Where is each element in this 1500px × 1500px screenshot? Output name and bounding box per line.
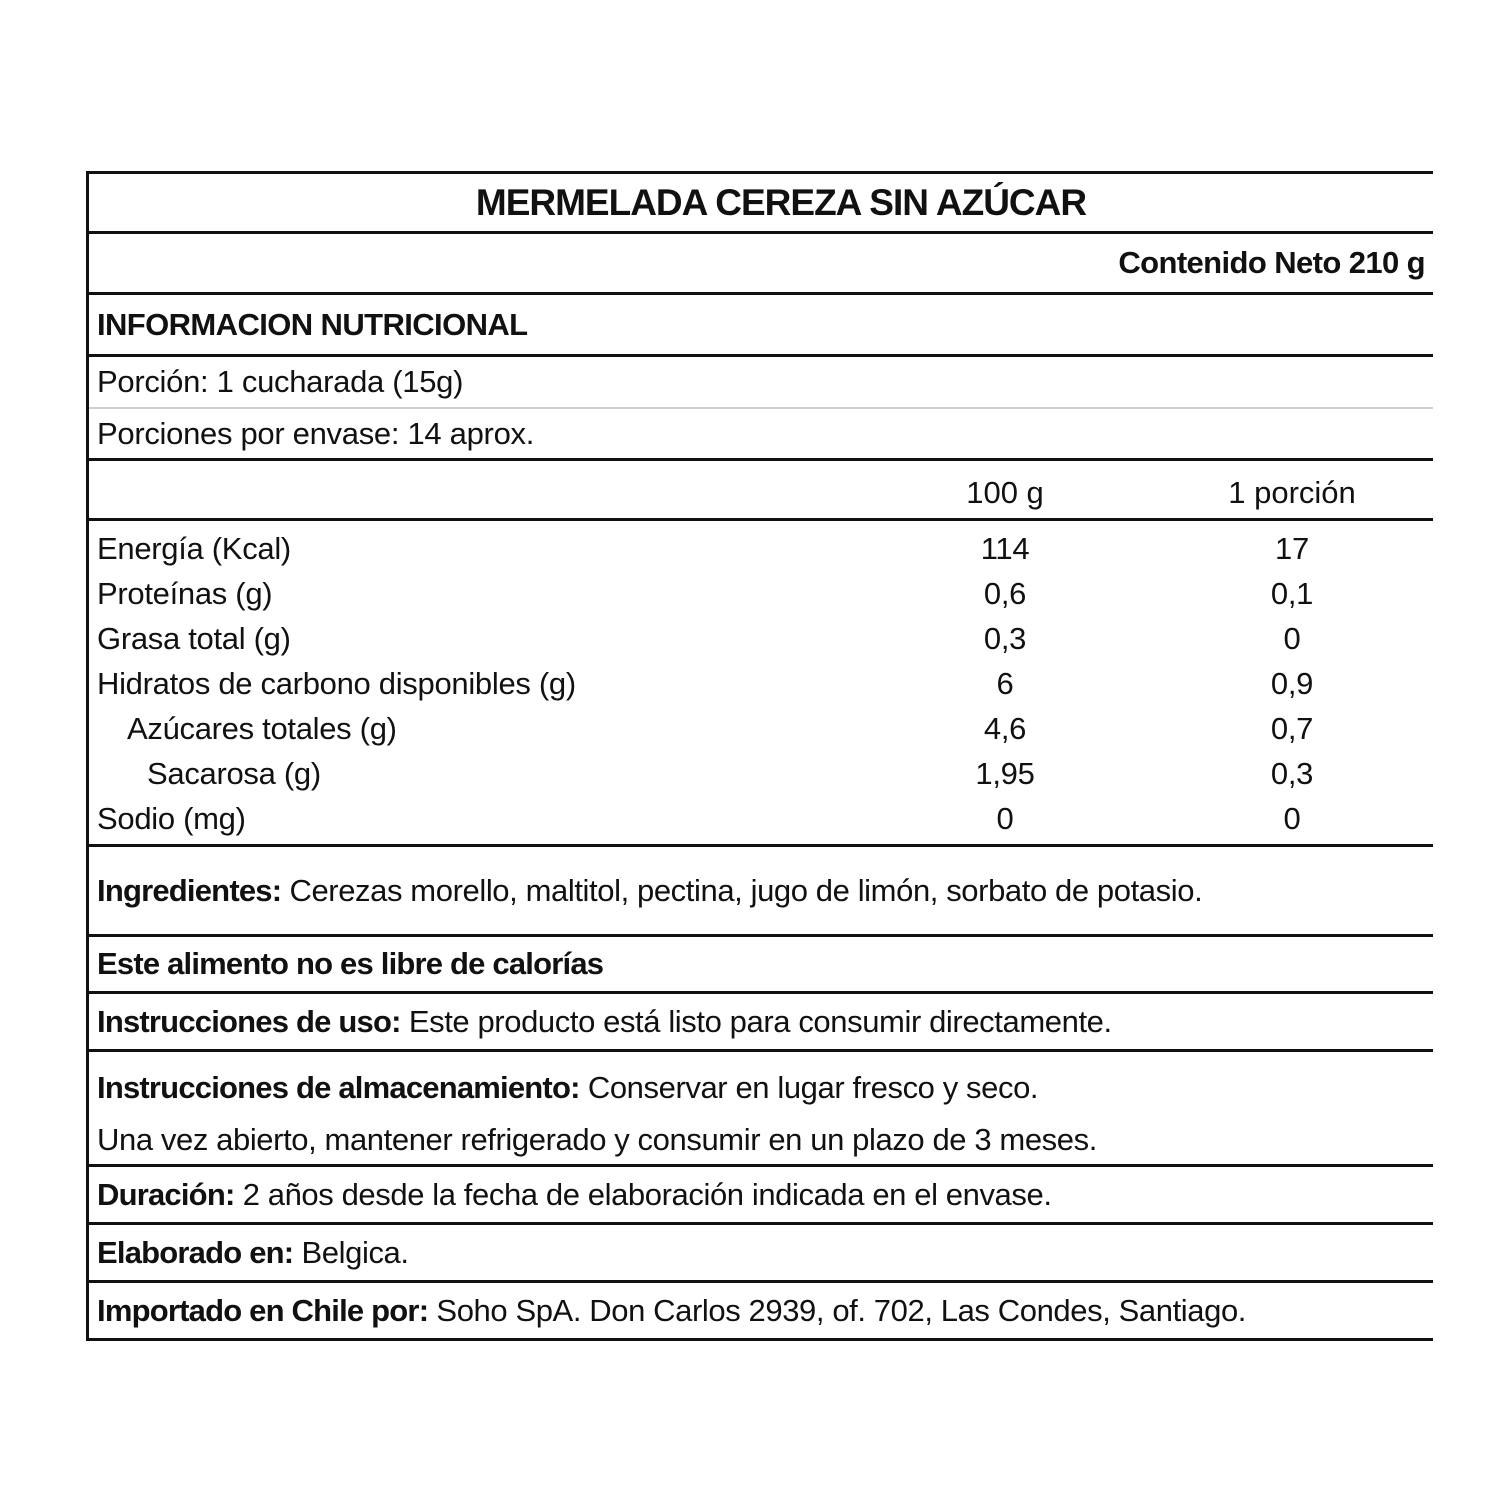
importer (89, 1283, 1433, 1341)
net-content: Contenido Neto 210 g (89, 234, 1433, 295)
nutrition-column-headers (89, 461, 1433, 521)
servings-per-container: Porciones por envase: 14 aprox. (89, 409, 1433, 461)
usage-text: Este producto está listo para consumir directamente. (400, 1003, 1112, 1039)
importer-text: Soho SpA. Don Carlos 2939, of. 702, Las Condes, Santiago. (428, 1292, 1247, 1328)
importer-label: Importado en Chile por: (97, 1292, 429, 1328)
shelf-life-label: Duración: (97, 1176, 235, 1212)
nutrition-section-title: INFORMACION NUTRICIONAL (89, 295, 1433, 357)
nutrient-row-carbs (89, 662, 1433, 707)
nutrient-name: Grasa total (g) (97, 621, 291, 656)
serving-size: Porción: 1 cucharada (15g) (89, 357, 1433, 409)
nutrient-row-sugars (89, 707, 1433, 752)
shelf-life (89, 1167, 1433, 1225)
nutrient-value-serving: 0,1 (1270, 576, 1314, 611)
ingredients-text: Cerezas morello, maltitol, pectina, jugo de limón, sorbato de potasio. (281, 872, 1203, 908)
nutrient-name: Hidratos de carbono disponibles (g) (97, 666, 576, 701)
nutrient-table (89, 521, 1433, 847)
nutrient-value-100g: 114 (980, 531, 1030, 566)
storage-label: Instrucciones de almacenamiento: (97, 1070, 580, 1105)
usage-instructions (89, 994, 1433, 1052)
nutrient-value-serving: 0 (1283, 621, 1301, 656)
shelf-life-text: 2 años desde la fecha de elaboración indicada en el envase. (234, 1176, 1052, 1212)
nutrient-value-serving: 0,7 (1270, 711, 1314, 746)
nutrient-row-energy (89, 527, 1433, 572)
nutrient-value-100g: 6 (996, 666, 1014, 701)
nutrient-row-fat (89, 617, 1433, 662)
nutrient-value-100g: 4,6 (983, 711, 1027, 746)
nutrient-value-serving: 0,9 (1270, 666, 1314, 701)
column-header-serving: 1 porción (1228, 475, 1356, 510)
storage-text: Conservar en lugar fresco y seco. (579, 1070, 1039, 1105)
nutrient-name: Sodio (mg) (97, 801, 246, 836)
nutrition-label (86, 171, 1433, 1341)
nutrient-value-100g: 1,95 (975, 756, 1035, 791)
nutrient-value-100g: 0,6 (983, 576, 1027, 611)
nutrient-row-sodium (89, 797, 1433, 842)
nutrient-value-100g: 0 (996, 801, 1014, 836)
nutrient-row-sucrose (89, 752, 1433, 797)
nutrient-name: Energía (Kcal) (97, 531, 291, 566)
storage-text-after-opening: Una vez abierto, mantener refrigerado y consumir en un plazo de 3 meses. (97, 1122, 1097, 1157)
calorie-notice: Este alimento no es libre de calorías (89, 937, 1433, 994)
ingredients-label: Ingredientes: (97, 872, 282, 908)
nutrient-name: Sacarosa (g) (147, 756, 321, 791)
nutrient-value-serving: 0,3 (1270, 756, 1314, 791)
made-in (89, 1225, 1433, 1283)
made-in-label: Elaborado en: (97, 1234, 294, 1270)
nutrient-value-serving: 0 (1283, 801, 1301, 836)
nutrient-value-serving: 17 (1275, 531, 1309, 566)
nutrient-name: Proteínas (g) (97, 576, 273, 611)
product-title: MERMELADA CEREZA SIN AZÚCAR (89, 171, 1433, 234)
storage-instructions (89, 1052, 1433, 1167)
ingredients (89, 847, 1433, 937)
nutrient-name: Azúcares totales (g) (127, 711, 397, 746)
nutrient-value-100g: 0,3 (983, 621, 1027, 656)
column-header-100g: 100 g (966, 475, 1044, 510)
usage-label: Instrucciones de uso: (97, 1003, 401, 1039)
nutrient-row-protein (89, 572, 1433, 617)
made-in-text: Belgica. (293, 1234, 409, 1270)
